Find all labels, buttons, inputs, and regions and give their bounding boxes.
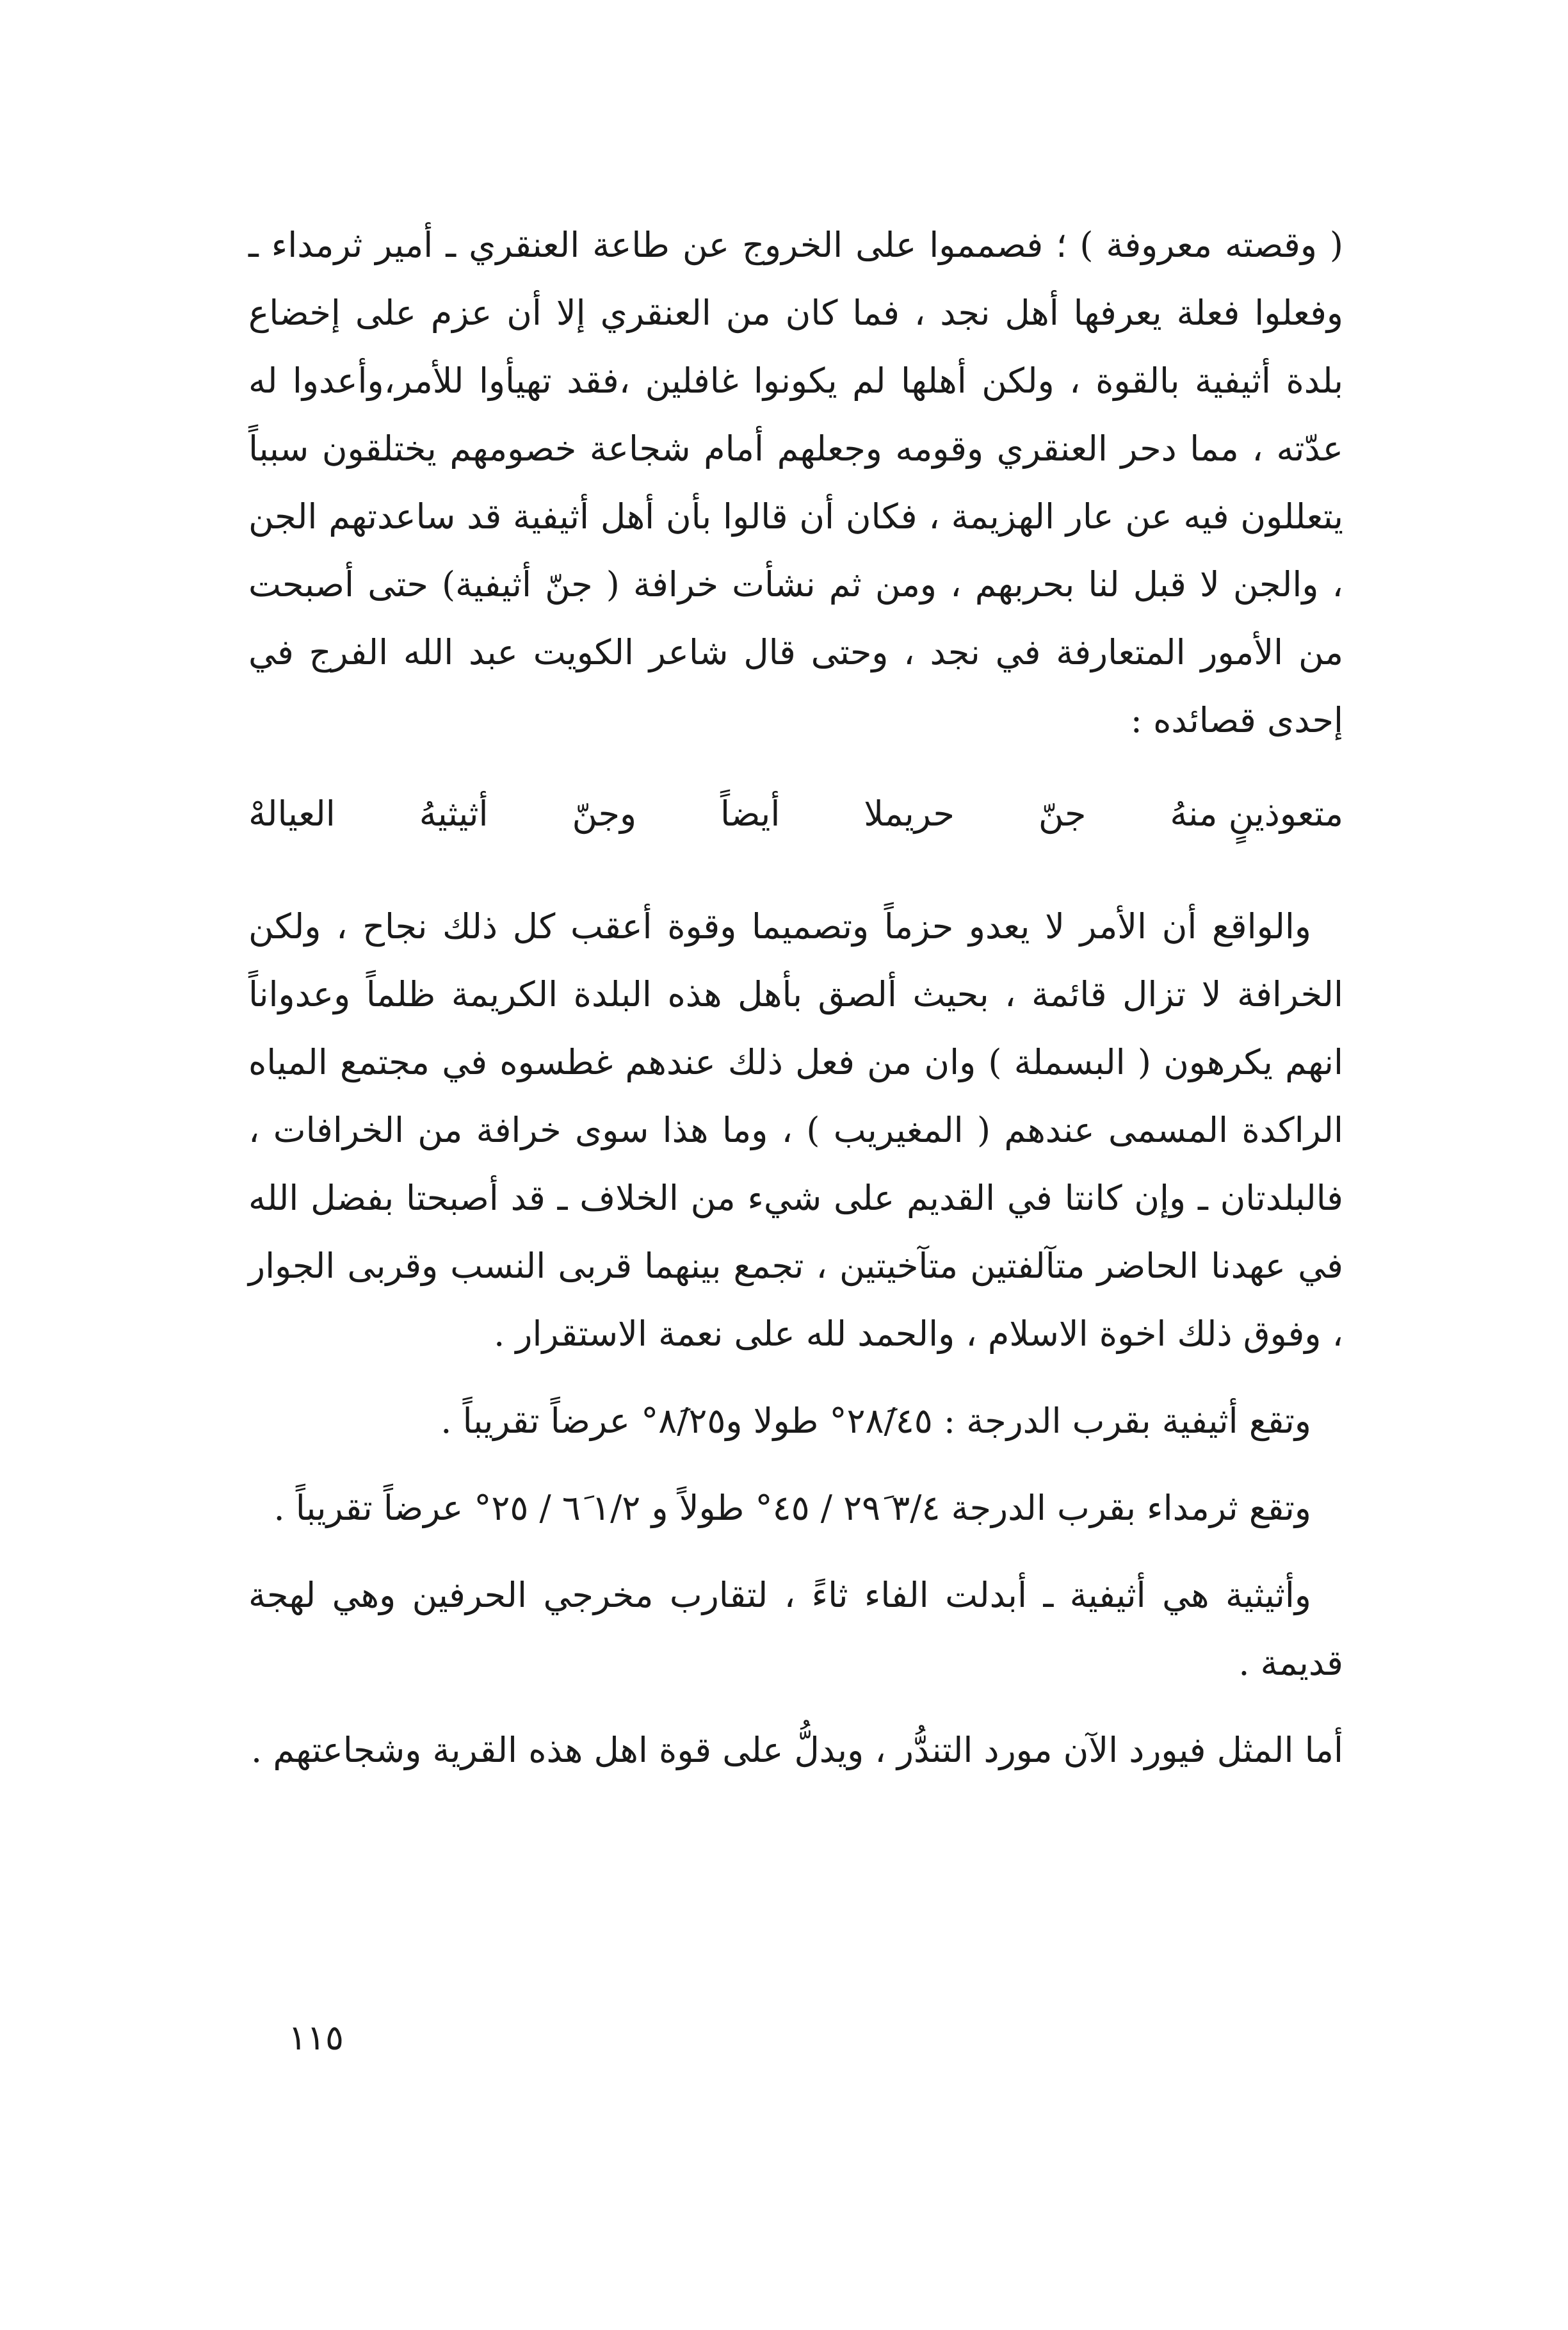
page-body — [248, 211, 1343, 1784]
verse-word: أثيثيهُ — [419, 794, 489, 834]
paragraph-4: وتقع ثرمداء بقرب الدرجة ٣/٤ ٢٩َ / ٤٥° طولاً و ١/٢ ٦َ / ٢٥° عرضاً تقريباً . — [273, 1488, 1311, 1528]
page-number: ١١٥ — [288, 2017, 344, 2058]
verse-word: متعوذينٍ منهُ — [1170, 794, 1343, 834]
verse-word: العيالهْ — [248, 794, 335, 834]
paragraph-3: وتقع أثيفية بقرب الدرجة : ٢٨َ/٤٥° طولا و٨َ/٢٥° عرضاً تقريباً . — [440, 1401, 1311, 1441]
verse-word: وجنّ — [572, 794, 637, 834]
verse-word: حريملا — [864, 794, 955, 834]
poem-verse — [248, 780, 1343, 848]
paragraph-5: وأثيثية هي أثيفية ـ أبدلت الفاء ثاءً ، لتقارب مخرجي الحرفين وهي لهجة قديمة . — [248, 1575, 1343, 1683]
verse-word: أيضاً — [720, 794, 780, 834]
verse-word: جنّ — [1038, 794, 1087, 834]
paragraph-6: أما المثل فيورد الآن مورد التندُّر ، ويدلُّ على قوة اهل هذه القرية وشجاعتهم . — [251, 1730, 1343, 1770]
paragraph-1: ( وقصته معروفة ) ؛ فصمموا على الخروج عن طاعة العنقري ـ أمير ثرمداء ـ وفعلوا فعلة يعرفها أهل نجد ، فما كان من العنقري إلا أن عزم على إخضاع بلدة أثيفية بالقوة ، ولكن أهلها لم يكونوا غافلين ،فقد تهيأوا للأمر،وأعدوا له عدّته ، مما دحر العنقري وقومه وجعلهم أمام شجاعة خصومهم يختلقون سبباً يتعللون فيه عن عار الهزيمة ، فكان أن قالوا بأن أهل أثيفية قد ساعدتهم الجن ، والجن لا قبل لنا بحربهم ، ومن ثم نشأت خرافة ( جنّ أثيفية) حتى أصبحت من الأمور المتعارفة في نجد ، وحتى قال شاعر الكويت عبد الله الفرج في إحدى قصائده : — [248, 225, 1343, 740]
paragraph-2: والواقع أن الأمر لا يعدو حزماً وتصميما وقوة أعقب كل ذلك نجاح ، ولكن الخرافة لا تزال قائمة ، بحيث ألصق بأهل هذه البلدة الكريمة ظلماً وعدواناً انهم يكرهون ( البسملة ) وان من فعل ذلك عندهم غطسوه في مجتمع المياه الراكدة المسمى عندهم ( المغيريب ) ، وما هذا سوى خرافة من الخرافات ، فالبلدتان ـ وإن كانتا في القديم على شيء من الخلاف ـ قد أصبحتا بفضل الله في عهدنا الحاضر متآلفتين متآخيتين ، تجمع بينهما قربى النسب وقربى الجوار ، وفوق ذلك اخوة الاسلام ، والحمد لله على نعمة الاستقرار . — [248, 906, 1343, 1354]
